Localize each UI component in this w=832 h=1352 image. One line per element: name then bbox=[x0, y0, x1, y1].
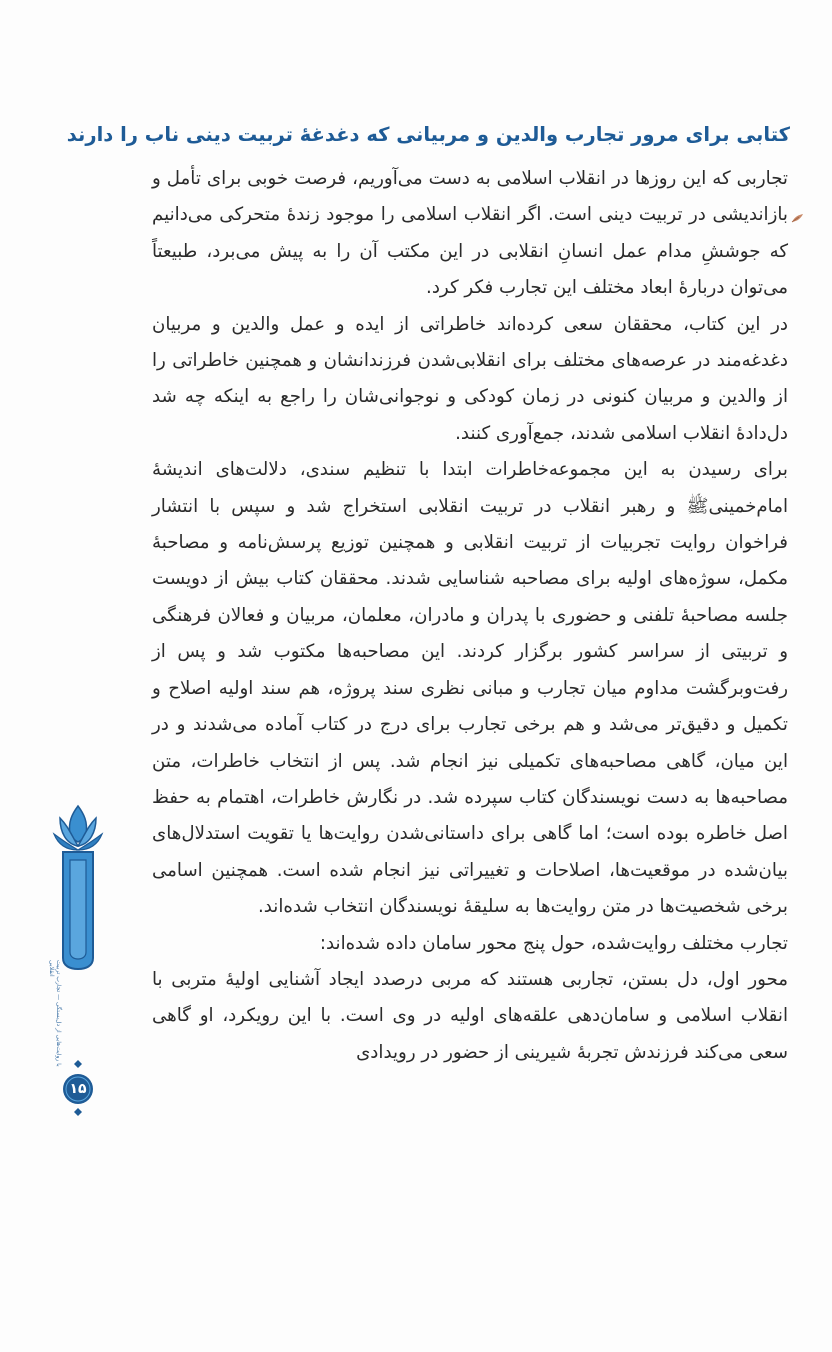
sidebar-caption: با روایت‌هایی از دل‌بستگی — تجارب تربیت انقلابی bbox=[48, 960, 62, 1067]
paragraph-4: تجارب مختلف روایت‌شده، حول پنج محور سامان داده شده‌اند: bbox=[319, 932, 788, 954]
body-text bbox=[152, 161, 788, 1071]
feather-bookmark-icon bbox=[790, 212, 804, 226]
paragraph-2: در این کتاب، محققان سعی کرده‌اند خاطراتی از ایده و عمل والدین و مربیان دغدغه‌مند در عرصه‌های مختلف برای انقلابی‌شدن فرزندانشان و همچنین خاطراتی را از والدین و مربیان کنونی در زمان کودکی و نوجوانی‌شان را راجع به اینکه چه شد دل‌دادهٔ انقلاب اسلامی شدند، جمع‌آوری کنند. bbox=[152, 313, 788, 444]
page-heading: کتابی برای مرور تجارب والدین و مربیانی که دغدغهٔ تربیت دینی ناب را دارند bbox=[66, 123, 790, 146]
page-number: ۱۵ bbox=[69, 1081, 87, 1097]
paragraph-1: تجاربی که این روزها در انقلاب اسلامی به دست می‌آوریم، فرصت خوبی برای تأمل و بازاندیشی در تربیت دینی است. اگر انقلاب اسلامی را موجود زندهٔ متحرکی می‌دانیم که جوششِ مدام عمل انسانِ انقلابی در این مکتب آن را به پیش می‌برد، طبیعتاً می‌توان دربارهٔ ابعاد مختلف این تجارب فکر کرد. bbox=[152, 168, 788, 299]
paragraph-3: برای رسیدن به این مجموعه‌خاطرات ابتدا با تنظیم سندی، دلالت‌های اندیشهٔ امام‌خمینی‌ﷺ و رهبر انقلاب در تربیت انقلابی استخراج شد و سپس با انتشار فراخوان روایت تجربیات از تربیت انقلابی و همچنین توزیع پرسش‌نامه و مصاحبهٔ مکمل، سوژه‌های اولیه برای مصاحبه شناسایی شدند. محققان کتاب بیش از دویست جلسه مصاحبهٔ تلفنی و حضوری با پدران و مادران، معلمان، مربیان و فعالان فرهنگی و تربیتی از سراسر کشور برگزار کردند. این مصاحبه‌ها مکتوب شد و پس از رفت‌وبرگشت مداوم میان تجارب و مبانی نظری سند پروژه، هم سند اولیه اصلاح و تکمیل و دقیق‌تر می‌شد و هم برخی تجارب برای درج در کتاب آماده می‌شدند و در این میان، گاهی مصاحبه‌های تکمیلی نیز انجام شد. پس از انتخاب خاطرات، متن مصاحبه‌ها به دست نویسندگان کتاب سپرده شد. در نگارش خاطرات، اهتمام به حفظ اصل خاطره بوده است؛ اما گاهی برای داستانی‌شدن روایت‌ها یا تقویت استدلال‌های بیان‌شده در موقعیت‌ها، اصلاحات و تغییراتی نیز انجام شده است. همچنین اسامی برخی شخصیت‌ها در متن روایت‌ها به سلیقهٔ نویسندگان انتخاب شده‌اند. bbox=[152, 459, 788, 918]
paragraph-5: محور اول، دل بستن، تجاربی هستند که مربی درصدد ایجاد آشنایی اولیهٔ متربی با انقلاب اسلامی و سامان‌دهی علقه‌های اولیه در وی است. با این رویکرد، او گاهی سعی می‌کند فرزندش تجربهٔ شیرینی از حضور در رویدادی bbox=[152, 968, 788, 1063]
tulip-ornament-icon bbox=[50, 800, 106, 970]
